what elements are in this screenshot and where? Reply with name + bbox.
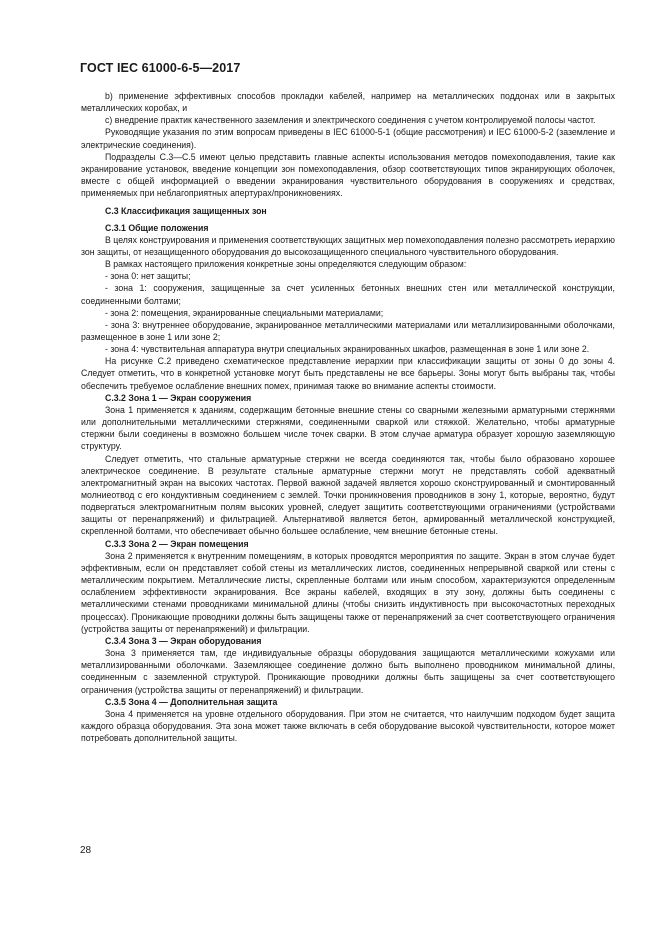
zone-list-item-3: - зона 3: внутреннее оборудование, экранированное металлическими материалами или металлизированными оболочками, размещенное в зоне 1 или зоне 2; bbox=[81, 319, 615, 342]
zone-list-item-4: - зона 4: чувствительная аппаратура внутри специальных экранированных шкафов, размещенная в зоне 1 или зоне 2. bbox=[105, 344, 590, 355]
zone-list-item-1: - зона 1: сооружения, защищенные за счет усиленных бетонных внешних стен или металлической конструкции, соединенными болтами; bbox=[81, 283, 615, 306]
list-item-c: c) внедрение практик качественного заземления и электрического соединения с учетом контролируемой полосы частот. bbox=[105, 115, 596, 126]
subsection-heading-c31: С.3.1 Общие положения bbox=[105, 222, 209, 233]
paragraph-guidance: Руководящие указания по этим вопросам приведены в IEC 61000-5-1 (общие рассмотрения) и IEC 61000-5-2 (заземление и электрические соединения). bbox=[81, 127, 615, 150]
page-number: 28 bbox=[80, 845, 92, 856]
paragraph-zone4: Зона 4 применяется на уровне отдельного оборудования. При этом не считается, что наилучшим подходом будет защита каждого образца оборудования. Эта зона может также включать в себя оборудование высокой чувствительности, которое может потребовать дополнительной защиты. bbox=[81, 708, 615, 744]
subsection-heading-c32: С.3.2 Зона 1 — Экран сооружения bbox=[105, 392, 252, 403]
zone-list-item-0: - зона 0: нет защиты; bbox=[105, 271, 191, 282]
paragraph-zone1-note: Следует отметить, что стальные арматурные стержни не всегда соединяются так, чтобы было образовано хорошее электрическое соединение. В результате стальные арматурные стержни могут не представлять собой адекватный электромагнитный экран на высоких частотах. Первой важной задачей является хорошо сконструированный и смонтированный молниеотвод с его кондуктивным соединением с землей. Точки проникновения проводников в зону 1, которые, вероятно, будут подвергаться электромагнитным полям высоких уровней, следует защитить соответствующими ограничениями (устройствами защиты от перенапряжений) и фильтрацией. Альтернативой является бетон, армированный металлической конструкцией, скрепленной болтами, что обеспечивает обычно большее ослабление, чем внешние бетонные стены. bbox=[81, 453, 615, 537]
paragraph-zone3: Зона 3 применяется там, где индивидуальные образцы оборудования защищаются металлическими кожухами или металлизированными оболочками. Заземляющее соединение должно быть выполнено проводником минимальной длины, соединенным с заземленной структурой. Проникающие проводники должны быть защищены за счет соответствующего ограничения (устройства защиты от перенапряжений) и фильтрации. bbox=[81, 648, 615, 695]
subsection-heading-c33: С.3.3 Зона 2 — Экран помещения bbox=[105, 538, 249, 549]
paragraph-figure-c2: На рисунке С.2 приведено схематическое представление иерархии при классификации защиты от зоны 0 до зоны 4. Следует отметить, что в конкретной установке могут быть представлены не все барьеры. Зоны могут быть выбраны так, чтобы обеспечить требуемое ослабление внешних помех, принимая также во внимание аспекты стоимости. bbox=[81, 356, 615, 391]
paragraph-zone1: Зона 1 применяется к зданиям, содержащим бетонные внешние стены со сварными железными арматурными стержнями или дополнительными металлическими стержнями, соединенными сваркой или стяжкой. Желательно, чтобы арматурные стержни были соединены в возможно большем числе точек сварки. В этом случае арматура образует хорошую заземляющую структуру. bbox=[81, 404, 615, 452]
paragraph-zones-intro: В рамках настоящего приложения конкретные зоны определяются следующим образом: bbox=[105, 259, 467, 270]
zone-list-item-2: - зона 2: помещения, экранированные специальными материалами; bbox=[105, 307, 384, 318]
page-body bbox=[81, 90, 615, 744]
subsection-heading-c35: С.3.5 Зона 4 — Дополнительная защита bbox=[105, 696, 278, 707]
paragraph-subsections: Подразделы С.3—С.5 имеют целью представить главные аспекты использования методов помехоподавления, такие как экранирование установок, введение концепции зон помехоподавления, обзор соответствующих типов экранирующих оболочек, вместе с общей информацией о введении экранирования чувствительного оборудования в сооружениях и средствах, применяемых при неблагоприятных апертурах/проникновениях. bbox=[81, 151, 615, 199]
list-item-b: b) применение эффективных способов прокладки кабелей, например на металлических поддонах или в закрытых металлических коробах, и bbox=[81, 91, 615, 114]
paragraph-hierarchy: В целях конструирования и применения соответствующих защитных мер помехоподавления полезно рассмотреть иерархию зон защиты, от незащищенного оборудования до высокозащищенного специального чувствительного оборудования. bbox=[81, 234, 615, 257]
document-header: ГОСТ IEC 61000-6-5—2017 bbox=[80, 61, 241, 75]
section-heading-c3: С.3 Классификация защищенных зон bbox=[105, 206, 267, 217]
paragraph-zone2: Зона 2 применяется к внутренним помещениям, в которых проводятся мероприятия по защите. Экран в этом случае будет эффективным, если он представляет собой стены из металлических листов, соединенных непрерывной сваркой или стены с металлическим покрытием. Металлические листы, скрепленные болтами или иным способом, характеризуются определенным ослаблением эффективности экранирования. Все экраны кабелей, входящих в эту зону, должны быть соединены с металлическими стенами проводниками минимальной длины (чтобы снизить индуктивность при высокочастотных переходных процессах). Проникающие проводники должны быть защищены также от перенапряжений за счет соответствующего ограничения (устройства защиты от перенапряжений) и фильтрации. bbox=[81, 550, 615, 634]
subsection-heading-c34: С.3.4 Зона 3 — Экран оборудования bbox=[105, 635, 262, 646]
